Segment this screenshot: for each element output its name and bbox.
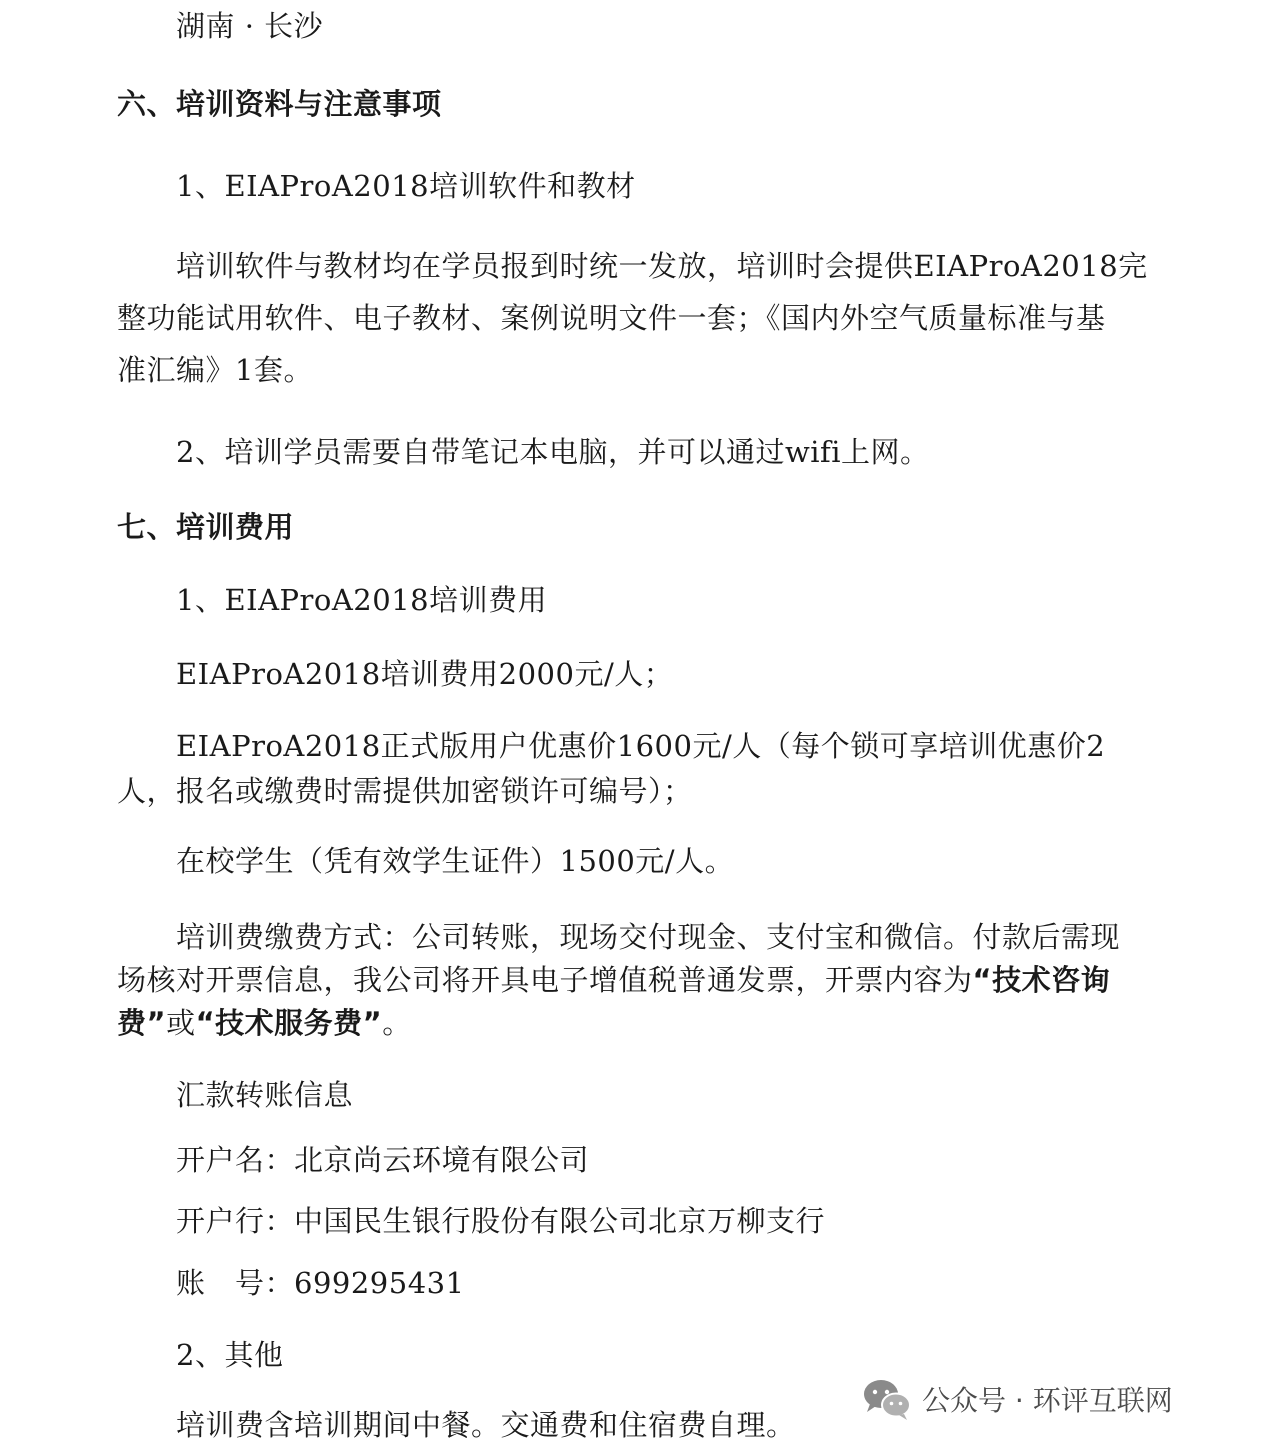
payment-line-3-or: 或 [166,1006,196,1040]
section-6-item-1-title: 1、EIAProA2018培训软件和教材 [176,169,636,203]
payment-line-1: 培训费缴费方式：公司转账，现场交付现金、支付宝和微信。付款后需现 [176,920,1121,954]
remittance-title: 汇款转账信息 [176,1078,354,1112]
invoice-content-tech-service: “技术服务费” [195,1006,383,1040]
section-7-item-1-title: 1、EIAProA2018培训费用 [176,583,548,617]
account-number: 账 号：699295431 [176,1266,465,1300]
location-line: 湖南 · 长沙 [176,9,324,43]
wechat-icon [862,1377,912,1421]
section-6-item-1-body-line-2: 整功能试用软件、电子教材、案例说明文件一套；《国内外空气质量标准与基 [117,301,1106,335]
section-7-item-2-title: 2、其他 [176,1338,284,1372]
bank-name: 开户行：中国民生银行股份有限公司北京万柳支行 [176,1204,826,1238]
fee-member-line-2: 人，报名或缴费时需提供加密锁许可编号）； [117,774,693,808]
wechat-watermark [862,1377,1173,1421]
section-6-item-1-body-line-3: 准汇编》1套。 [117,353,313,387]
payment-line-2-text: 场核对开票信息，我公司将开具电子增值税普通发票，开票内容为 [117,963,973,997]
fee-student: 在校学生（凭有效学生证件）1500元/人。 [176,844,735,878]
section-7-item-2-body: 培训费含培训期间中餐。交通费和住宿费自理。 [176,1408,796,1442]
section-7-heading: 七、培训费用 [117,510,295,544]
payment-line-3-end: 。 [382,1006,412,1040]
section-6-item-1-body-line-1: 培训软件与教材均在学员报到时统一发放，培训时会提供EIAProA2018完 [176,249,1148,283]
payment-line-3 [117,1003,412,1043]
account-name: 开户名：北京尚云环境有限公司 [176,1143,590,1177]
section-6-item-2: 2、培训学员需要自带笔记本电脑，并可以通过wifi上网。 [176,435,930,469]
invoice-content-tech-consulting: “技术咨询 [972,963,1111,997]
fee-standard: EIAProA2018培训费用2000元/人； [176,657,674,691]
invoice-content-fee-suffix: 费” [117,1006,167,1040]
payment-line-2 [117,960,1110,1000]
fee-member-line-1: EIAProA2018正式版用户优惠价1600元/人（每个锁可享培训优惠价2 [176,729,1106,763]
section-6-heading: 六、培训资料与注意事项 [117,87,442,121]
watermark-text: 公众号 · 环评互联网 [922,1384,1173,1417]
